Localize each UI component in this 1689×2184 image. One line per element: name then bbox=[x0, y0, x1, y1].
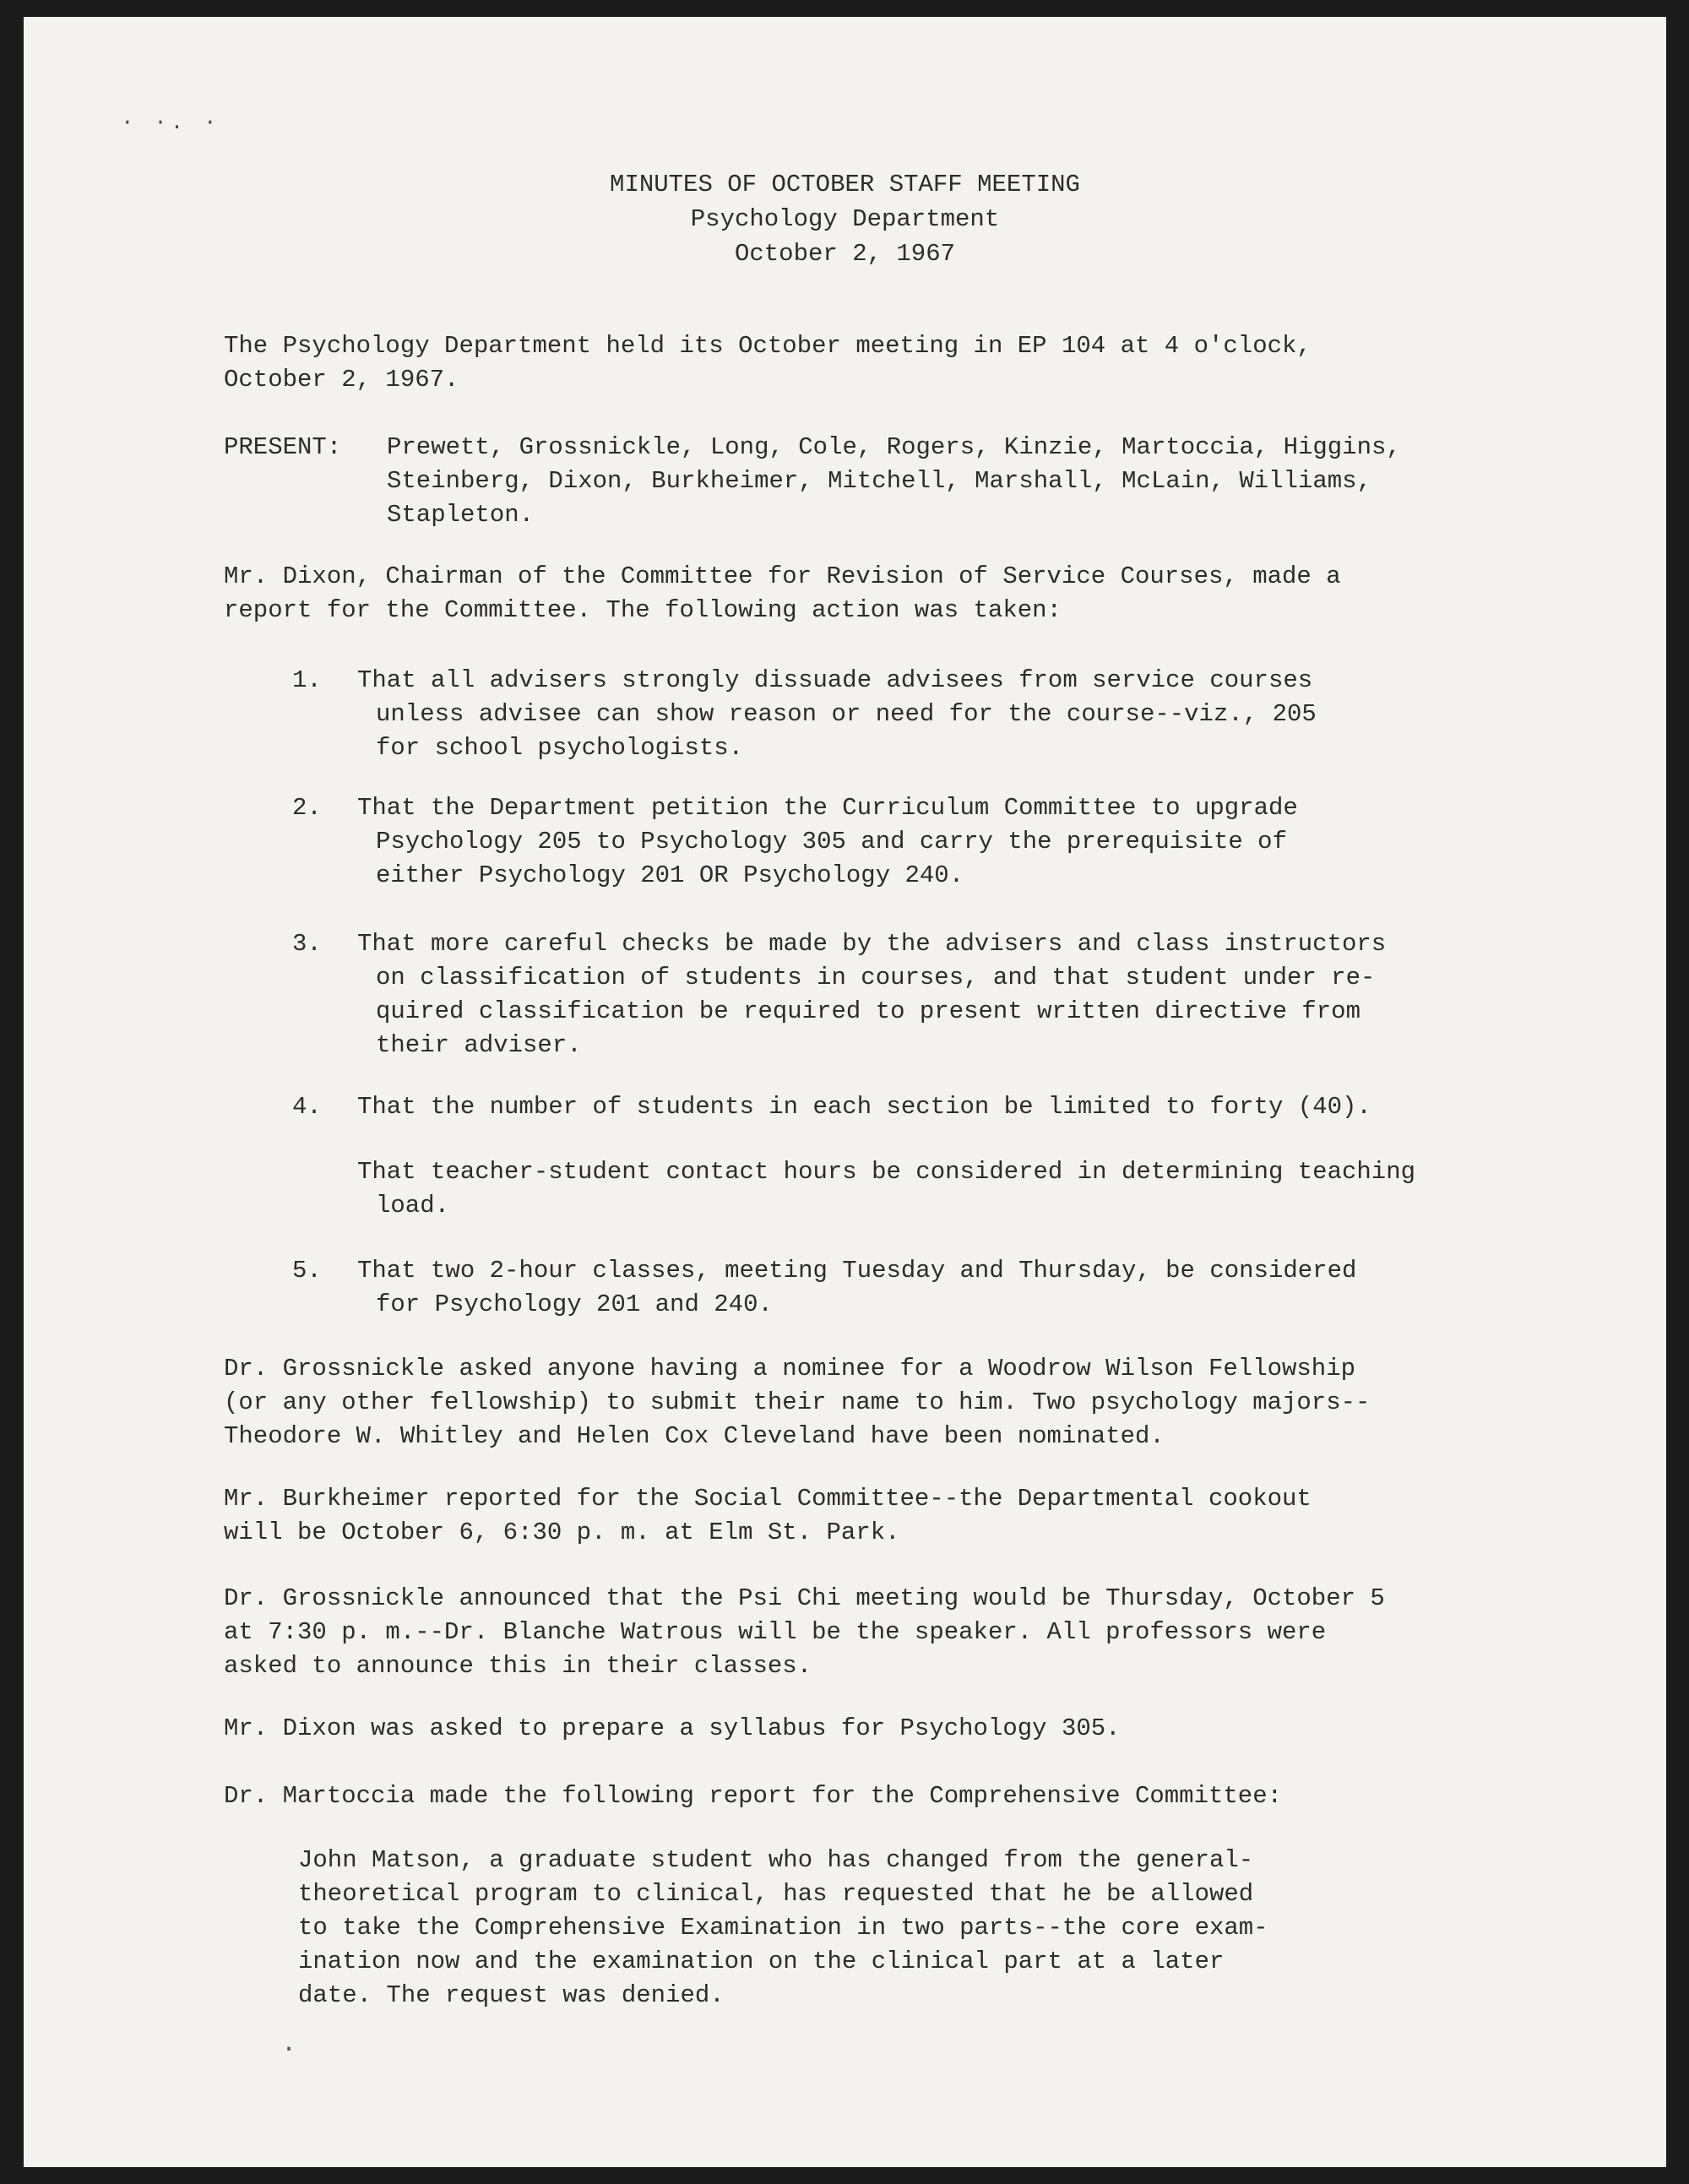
document-page bbox=[24, 17, 1666, 2167]
text-line: unless advisee can show reason or need for the course--viz., 205 bbox=[376, 700, 1317, 728]
action-number: 5. bbox=[292, 1257, 322, 1285]
text-line: load. bbox=[376, 1192, 450, 1220]
text-line: The Psychology Department held its October meeting in EP 104 at 4 o'clock, bbox=[224, 332, 1312, 360]
text-line: ination now and the examination on the clinical part at a later bbox=[298, 1948, 1225, 1975]
psi-chi-paragraph bbox=[224, 1582, 1385, 1683]
action-item bbox=[357, 664, 1317, 765]
text-line: That more careful checks be made by the advisers and class instructors bbox=[357, 930, 1387, 958]
text-line: Psychology 205 to Psychology 305 and carry the prerequisite of bbox=[376, 828, 1287, 856]
text-line: John Matson, a graduate student who has changed from the general- bbox=[298, 1846, 1254, 1874]
action-number: 3. bbox=[292, 930, 322, 958]
action-number: 1. bbox=[292, 666, 322, 694]
text-line: report for the Committee. The following action was taken: bbox=[224, 596, 1062, 624]
text-line: Dr. Grossnickle announced that the Psi Chi meeting would be Thursday, October 5 bbox=[224, 1584, 1385, 1612]
text-line: for school psychologists. bbox=[376, 734, 744, 762]
comprehensive-report-paragraph bbox=[224, 1779, 1282, 1813]
social-committee-paragraph bbox=[224, 1482, 1312, 1550]
text-line: October 2, 1967. bbox=[224, 366, 459, 394]
text-line: That teacher-student contact hours be considered in determining teaching bbox=[357, 1158, 1416, 1186]
text-line: Theodore W. Whitley and Helen Cox Cleveland have been nominated. bbox=[224, 1422, 1165, 1450]
text-line: quired classification be required to present written directive from bbox=[376, 997, 1360, 1025]
text-line: asked to announce this in their classes. bbox=[224, 1652, 812, 1680]
action-item bbox=[357, 791, 1298, 893]
text-line: to take the Comprehensive Examination in two parts--the core exam- bbox=[298, 1914, 1268, 1942]
stray-marks: · ·. · bbox=[121, 110, 220, 135]
syllabus-paragraph bbox=[224, 1712, 1121, 1746]
text-line: on classification of students in courses, and that student under re- bbox=[376, 964, 1376, 991]
text-line: Dr. Grossnickle asked anyone having a nominee for a Woodrow Wilson Fellowship bbox=[224, 1355, 1356, 1383]
matson-paragraph bbox=[298, 1844, 1268, 2013]
text-line: Prewett, Grossnickle, Long, Cole, Rogers, Kinzie, Martoccia, Higgins, bbox=[387, 433, 1401, 461]
text-line: That two 2-hour classes, meeting Tuesday and Thursday, be considered bbox=[357, 1257, 1357, 1285]
present-label: PRESENT: bbox=[224, 433, 342, 461]
text-line: (or any other fellowship) to submit their name to him. Two psychology majors-- bbox=[224, 1388, 1371, 1416]
text-line: theoretical program to clinical, has requested that he be allowed bbox=[298, 1880, 1254, 1908]
text-line: Stapleton. bbox=[387, 501, 535, 529]
text-line: That the Department petition the Curriculum Committee to upgrade bbox=[357, 794, 1298, 822]
intro-paragraph bbox=[224, 329, 1312, 397]
text-line: will be October 6, 6:30 p. m. at Elm St. Park. bbox=[224, 1518, 900, 1546]
fellowship-paragraph bbox=[224, 1352, 1370, 1453]
text-line: Mr. Burkheimer reported for the Social Committee--the Departmental cookout bbox=[224, 1485, 1312, 1513]
dixon-report-paragraph bbox=[224, 560, 1341, 627]
action-item bbox=[357, 1254, 1356, 1322]
meeting-date: October 2, 1967 bbox=[734, 240, 956, 268]
present-list bbox=[387, 431, 1401, 532]
text-line: their adviser. bbox=[376, 1031, 582, 1059]
text-line: That all advisers strongly dissuade advisees from service courses bbox=[357, 666, 1313, 694]
text-line: for Psychology 201 and 240. bbox=[376, 1290, 773, 1318]
document-header bbox=[24, 167, 1666, 271]
text-line: at 7:30 p. m.--Dr. Blanche Watrous will be the speaker. All professors were bbox=[224, 1618, 1327, 1646]
text-line: Dr. Martoccia made the following report for the Comprehensive Committee: bbox=[224, 1782, 1283, 1810]
action-number: 2. bbox=[292, 794, 322, 822]
text-line: either Psychology 201 OR Psychology 240. bbox=[376, 861, 964, 889]
text-line: That the number of students in each section be limited to forty (40). bbox=[357, 1093, 1371, 1121]
action-item bbox=[357, 927, 1386, 1062]
document-title: MINUTES OF OCTOBER STAFF MEETING bbox=[610, 171, 1080, 198]
text-line: date. The request was denied. bbox=[298, 1981, 725, 2009]
text-line: Steinberg, Dixon, Burkheimer, Mitchell, Marshall, McLain, Williams, bbox=[387, 467, 1371, 495]
action-item-continuation bbox=[357, 1155, 1415, 1223]
action-number: 4. bbox=[292, 1093, 322, 1121]
stray-dot: · bbox=[281, 2035, 297, 2064]
text-line: Mr. Dixon was asked to prepare a syllabus for Psychology 305. bbox=[224, 1714, 1121, 1742]
department-name: Psychology Department bbox=[690, 205, 1000, 233]
action-item bbox=[357, 1090, 1371, 1124]
text-line: Mr. Dixon, Chairman of the Committee for Revision of Service Courses, made a bbox=[224, 562, 1341, 590]
